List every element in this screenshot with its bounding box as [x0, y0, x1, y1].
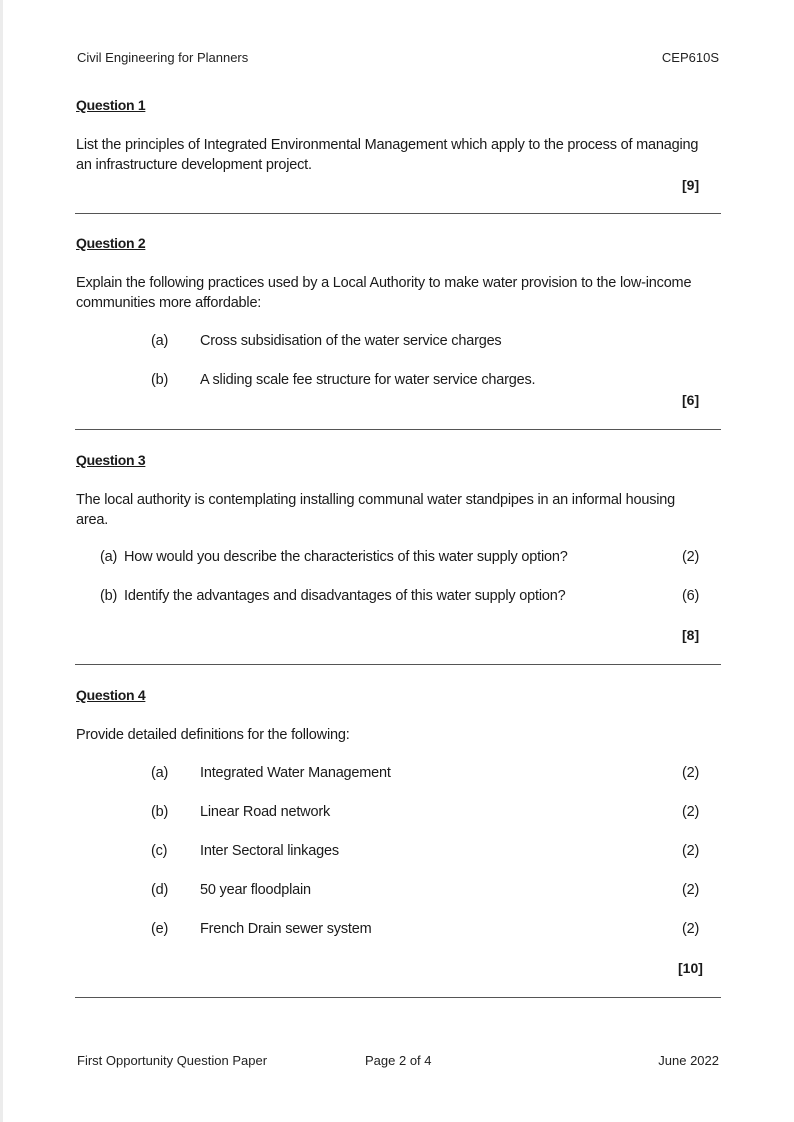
question-text: [76, 273, 724, 313]
question-total-marks: [6]: [682, 392, 700, 408]
question-text-line: communities more affordable:: [76, 295, 262, 311]
question-title: Question 1: [76, 97, 146, 113]
sub-item-marks: (2): [682, 843, 700, 859]
sub-item-text: Cross subsidisation of the water service charges: [200, 333, 502, 349]
footer-date: June 2022: [658, 1053, 719, 1068]
question-text: [76, 135, 724, 175]
sub-item-label: (c): [151, 843, 168, 859]
question-title: Question 4: [76, 687, 146, 703]
question-total-marks: [8]: [682, 627, 700, 643]
section-divider: [75, 664, 721, 665]
sub-item-label: (b): [151, 804, 169, 820]
sub-item-label: (a): [100, 549, 118, 565]
question-total-marks: [9]: [682, 177, 700, 193]
section-divider: [75, 997, 721, 998]
sub-item-marks: (6): [682, 588, 700, 604]
sub-item-marks: (2): [682, 804, 700, 820]
question-text-line: The local authority is contemplating installing communal water standpipes in an informal housing: [76, 492, 675, 508]
sub-item-label: (d): [151, 882, 169, 898]
sub-item-text: Inter Sectoral linkages: [200, 843, 339, 859]
sub-item-label: (a): [151, 333, 169, 349]
sub-item-label: (e): [151, 921, 169, 937]
question-text-line: Provide detailed definitions for the following:: [76, 727, 350, 743]
question-text: [76, 725, 724, 745]
section-divider: [75, 429, 721, 430]
question-text-line: area.: [76, 512, 109, 528]
sub-item-text: A sliding scale fee structure for water service charges.: [200, 372, 536, 388]
sub-item-text: Linear Road network: [200, 804, 330, 820]
sub-item-label: (b): [100, 588, 118, 604]
question-total-marks: [10]: [678, 960, 703, 976]
question-title: Question 2: [76, 235, 146, 251]
footer-paper-label: First Opportunity Question Paper: [77, 1053, 268, 1068]
question-text-line: List the principles of Integrated Environmental Management which apply to the process of managing: [76, 137, 699, 153]
sub-item-text: 50 year floodplain: [200, 882, 311, 898]
section-divider: [75, 213, 721, 214]
sub-item-marks: (2): [682, 921, 700, 937]
sub-item-marks: (2): [682, 765, 700, 781]
question-text: [76, 490, 724, 530]
footer-page-number: Page 2 of 4: [365, 1053, 432, 1068]
sub-item-label: (a): [151, 765, 169, 781]
question-title: Question 3: [76, 452, 146, 468]
sub-item-text: Identify the advantages and disadvantages of this water supply option?: [124, 588, 566, 604]
question-text-line: Explain the following practices used by a Local Authority to make water provision to the low-income: [76, 275, 692, 291]
sub-item-label: (b): [151, 372, 169, 388]
sub-item-text: Integrated Water Management: [200, 765, 391, 781]
sub-item-marks: (2): [682, 882, 700, 898]
sub-item-text: How would you describe the characteristics of this water supply option?: [124, 549, 568, 565]
header-course-code: CEP610S: [661, 50, 719, 65]
question-text-line: an infrastructure development project.: [76, 157, 312, 173]
header-course-title: Civil Engineering for Planners: [77, 50, 249, 65]
sub-item-text: French Drain sewer system: [200, 921, 372, 937]
sub-item-marks: (2): [682, 549, 700, 565]
page-edge-shadow: [0, 0, 3, 1122]
